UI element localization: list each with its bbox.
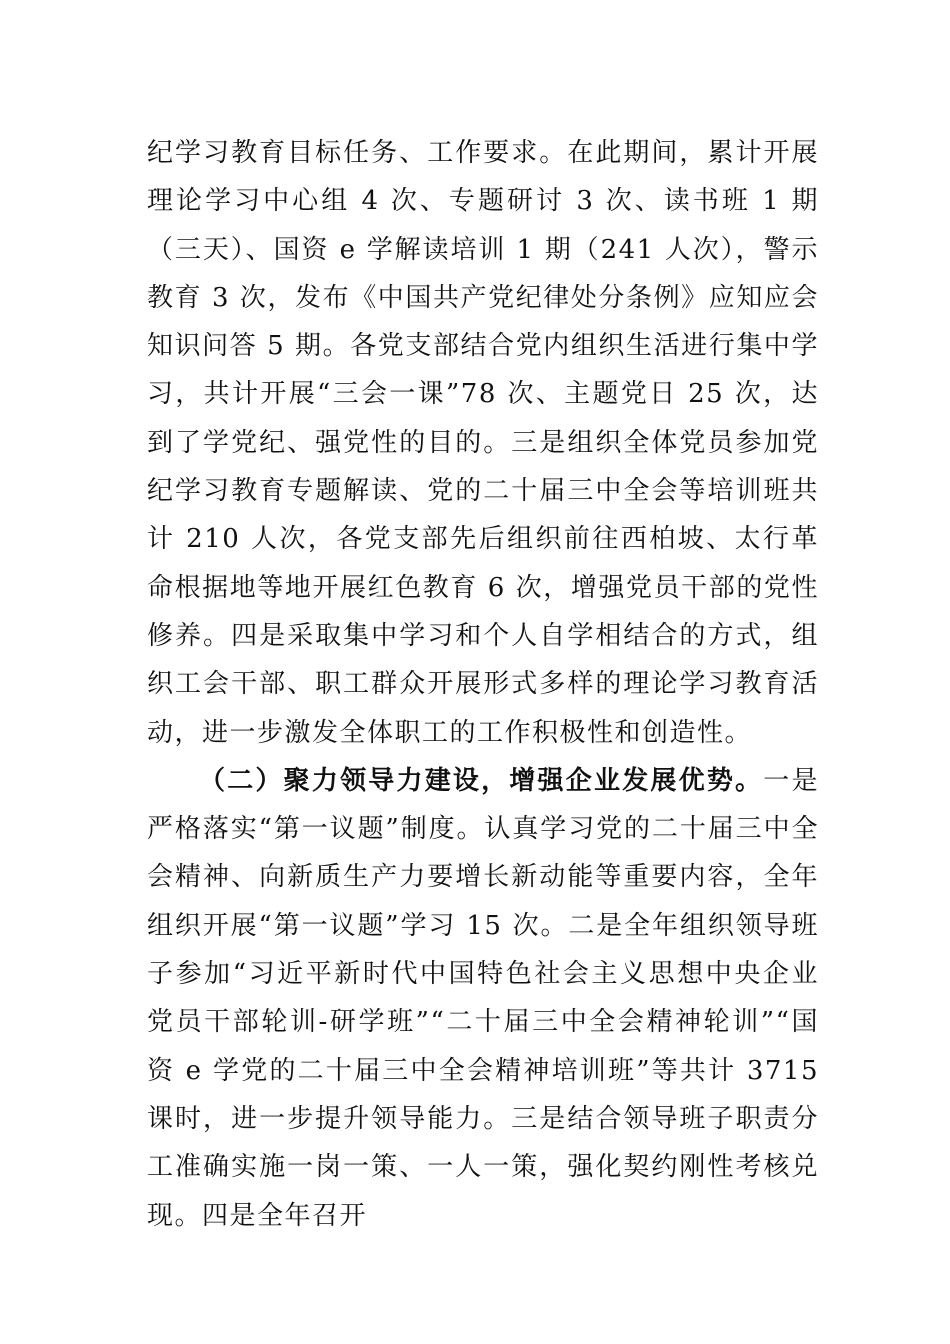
paragraph-section-2 [147, 757, 819, 1240]
section-2-body: 一是严格落实“第一议题”制度。认真学习党的二十届三中全会精神、向新质生产力要增长新动能等重要内容，全年组织开展“第一议题”学习 15 次。二是全年组织领导班子参加“习近平新时代中国特色社会主义思想中央企业党员干部轮训-研学班”“二十届三中全会精神轮训”“国资 e 学党的二十届三中全会精神培训班”等共计 3715 课时，进一步提升领导能力。三是结合领导班子职责分工准确实施一岗一策、一人一策，强化契约刚性考核兑现。四是全年召开 [147, 765, 819, 1231]
section-2-heading: （二）聚力领导力建设，增强企业发展优势。 [199, 765, 764, 796]
document-body [147, 129, 819, 1240]
paragraph-1: 纪学习教育目标任务、工作要求。在此期间，累计开展理论学习中心组 4 次、专题研讨 3 次、读书班 1 期（三天）、国资 e 学解读培训 1 期（241 人次），警示教育 3 次，发布《中国共产党纪律处分条例》应知应会知识问答 5 期。各党支部结合党内组织生活进行集中学习，共计开展“三会一课”78 次、主题党日 25 次，达到了学党纪、强党性的目的。三是组织全体党员参加党纪学习教育专题解读、党的二十届三中全会等培训班共计 210 人次，各党支部先后组织前往西柏坡、太行革命根据地等地开展红色教育 6 次，增强党员干部的党性修养。四是采取集中学习和个人自学相结合的方式，组织工会干部、职工群众开展形式多样的理论学习教育活动，进一步激发全体职工的工作积极性和创造性。 [147, 138, 819, 748]
